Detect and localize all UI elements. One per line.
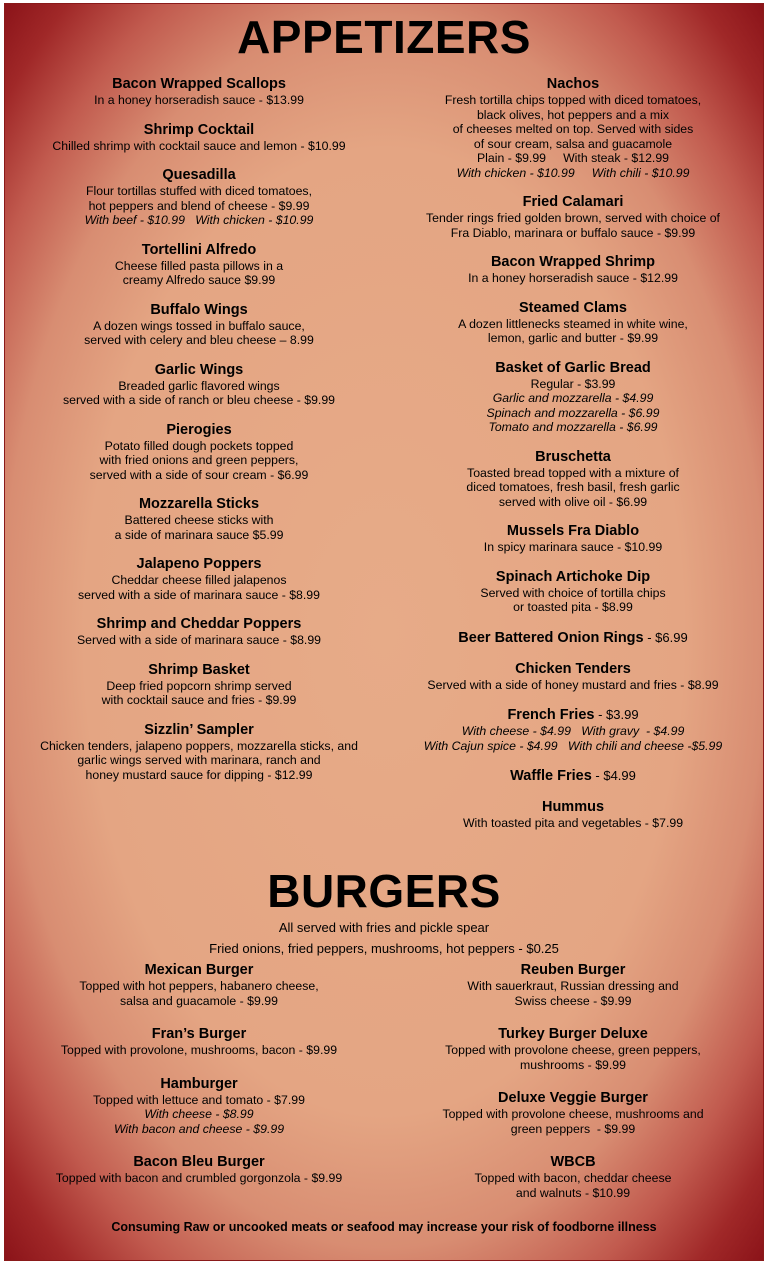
menu-item-description: Garlic and mozzarella - $4.99 (492, 391, 654, 405)
menu-item-title: Steamed Clams (519, 299, 627, 316)
menu-item (13, 722, 385, 783)
menu-item (387, 1154, 759, 1200)
menu-item-description: With beef - $10.99 With chicken - $10.99 (84, 213, 314, 227)
menu-item (13, 242, 385, 288)
menu-item-title: Bruschetta (535, 448, 611, 465)
menu-item-title: Bacon Bleu Burger (133, 1154, 265, 1170)
menu-item-title: Shrimp Basket (148, 661, 250, 678)
menu-item-name (13, 1026, 385, 1043)
menu-item-name (13, 496, 385, 513)
menu-item-description: Topped with bacon and crumbled gorgonzola - $9.99 (55, 1171, 343, 1185)
menu-item-title: WBCB (550, 1154, 596, 1170)
menu-item (387, 300, 759, 346)
menu-item (387, 706, 759, 753)
menu-item-description: with fried onions and green peppers, (99, 453, 299, 467)
menu-item-description: Deep fried popcorn shrimp served (106, 678, 292, 693)
menu-item-description: served with a side of ranch or bleu cheese - $9.99 (62, 393, 336, 407)
menu-item (13, 556, 385, 602)
menu-item-description: lemon, garlic and butter - $9.99 (487, 331, 659, 345)
menu-item-description: With toasted pita and vegetables - $7.99 (462, 816, 684, 830)
menu-item-description: served with a side of sour cream - $6.99 (89, 467, 309, 482)
menu-item-description: served with celery and bleu cheese – 8.99 (84, 333, 314, 347)
menu-item-name (387, 799, 759, 816)
menu-item-name (387, 1154, 759, 1171)
menu-item-name (387, 1090, 759, 1107)
menu-item (13, 76, 385, 108)
appetizers-right-column (387, 76, 759, 831)
menu-item-description: Topped with provolone cheese, mushrooms and (442, 1107, 704, 1121)
menu-item-name (387, 767, 759, 785)
menu-item-description: In a honey horseradish sauce - $13.99 (94, 93, 304, 107)
menu-item-name (13, 362, 385, 379)
menu-item (13, 122, 385, 154)
menu-item-name (13, 662, 385, 679)
menu-item-description: With cheese - $4.99 With gravy - $4.99 (461, 724, 685, 738)
menu-item-description: Topped with hot peppers, habanero cheese, (79, 979, 319, 993)
burgers-addons: Fried onions, fried peppers, mushrooms, hot peppers - $0.25 (209, 941, 559, 956)
menu-item-name (387, 300, 759, 317)
menu-item-title: Deluxe Veggie Burger (498, 1090, 648, 1106)
menu-item-description: of cheeses melted on top. Served with sides (452, 122, 694, 136)
menu-item-title: Buffalo Wings (150, 301, 248, 318)
menu-item-title: Turkey Burger Deluxe (498, 1026, 648, 1042)
menu-item-description: Served with a side of honey mustard and fries - $8.99 (427, 677, 719, 692)
menu-item-title: Spinach Artichoke Dip (495, 568, 651, 585)
menu-item-description: honey mustard sauce for dipping - $12.99 (85, 767, 313, 782)
menu-item-description: Served with a side of marinara sauce - $8.99 (76, 633, 322, 647)
menu-item-title: Mussels Fra Diablo (506, 523, 640, 539)
menu-item-name (13, 1154, 385, 1171)
menu-item-title: Quesadilla (162, 167, 236, 183)
menu-item-name (387, 449, 759, 466)
menu-item-title: Bacon Wrapped Scallops (112, 76, 286, 92)
burgers-right-column (387, 962, 759, 1200)
menu-item-title: Mozzarella Sticks (138, 496, 260, 512)
menu-item-name (13, 616, 385, 633)
menu-item-description: A dozen littlenecks steamed in white wine, (458, 316, 688, 331)
menu-item-name (387, 962, 759, 979)
menu-item (13, 422, 385, 483)
menu-item-title: Shrimp and Cheddar Poppers (96, 616, 302, 632)
menu-item (387, 1090, 759, 1136)
menu-item-name (387, 254, 759, 271)
menu-item-description: or toasted pita - $8.99 (513, 600, 633, 614)
menu-item-description: Chilled shrimp with cocktail sauce and lemon - $10.99 (52, 138, 346, 153)
menu-item-name (387, 194, 759, 211)
menu-item-title: Fran’s Burger (151, 1026, 247, 1042)
menu-item (13, 962, 385, 1008)
menu-item (13, 362, 385, 408)
appetizers-left-column (13, 76, 385, 782)
menu-item (13, 1154, 385, 1186)
menu-item-name (387, 569, 759, 586)
menu-item-title: Garlic Wings (154, 361, 244, 378)
menu-item-description: served with a side of marinara sauce - $8.99 (78, 587, 320, 602)
menu-item-title: Tortellini Alfredo (141, 241, 257, 258)
menu-item-name (387, 523, 759, 540)
menu-item (13, 167, 385, 228)
menu-item-title: Chicken Tenders (515, 660, 631, 677)
menu-item-title: Shrimp Cocktail (143, 121, 255, 138)
menu-item-title: Sizzlin’ Sampler (144, 721, 254, 738)
menu-item-title: Pierogies (166, 421, 232, 438)
menu-item-description: With chicken - $10.99 With chili - $10.99 (456, 165, 690, 180)
menu-item-title: Jalapeno Poppers (136, 556, 262, 572)
menu-item-price: - $3.99 (594, 707, 639, 722)
menu-item-description: of sour cream, salsa and guacamole (473, 136, 673, 151)
menu-item-description: served with olive oil - $6.99 (498, 494, 648, 509)
menu-item (13, 1026, 385, 1058)
menu-item (387, 569, 759, 615)
menu-item (13, 616, 385, 648)
menu-item (387, 1026, 759, 1072)
menu-item-title: Mexican Burger (144, 962, 254, 978)
menu-item-title: Hamburger (160, 1075, 238, 1092)
menu-item-description: Served with choice of tortilla chips (480, 585, 666, 600)
burgers-title: BURGERS (267, 865, 501, 917)
menu-item-description: a side of marinara sauce $5.99 (114, 527, 284, 542)
menu-item-description: hot peppers and blend of cheese - $9.99 (88, 198, 310, 213)
menu-item-description: Tomato and mozzarella - $6.99 (488, 420, 658, 434)
menu-item-description: Battered cheese sticks with (124, 513, 274, 527)
menu-item-description: Breaded garlic flavored wings (118, 378, 280, 393)
menu-item-description: Regular - $3.99 (530, 376, 616, 391)
menu-item-description: In spicy marinara sauce - $10.99 (483, 540, 663, 554)
menu-item-description: Cheddar cheese filled jalapenos (111, 573, 287, 587)
menu-item-description: Potato filled dough pockets topped (104, 438, 294, 453)
menu-item (13, 496, 385, 542)
menu-item (387, 661, 759, 693)
menu-item-name (13, 962, 385, 979)
menu-item-name (13, 122, 385, 139)
menu-item-description: with cocktail sauce and fries - $9.99 (101, 693, 297, 707)
burgers-left-column (13, 962, 385, 1186)
menu-item-description: Topped with provolone, mushrooms, bacon - $9.99 (60, 1043, 338, 1057)
menu-item-name (13, 422, 385, 439)
food-safety-notice: Consuming Raw or uncooked meats or seafood may increase your risk of foodborne illness (111, 1220, 657, 1234)
menu-item-title: French Fries (507, 707, 595, 723)
menu-item (387, 360, 759, 435)
menu-item-title: Basket of Garlic Bread (495, 359, 651, 376)
menu-item-description: Topped with lettuce and tomato - $7.99 (93, 1092, 305, 1107)
menu-item-title: Nachos (546, 76, 600, 92)
menu-item-name (387, 706, 759, 724)
menu-item-name (13, 76, 385, 93)
menu-item-title: Reuben Burger (520, 962, 626, 978)
menu-item-title: Bacon Wrapped Shrimp (490, 254, 656, 270)
menu-item (13, 302, 385, 348)
menu-item-name (387, 76, 759, 93)
menu-item-name (387, 661, 759, 678)
menu-item-description: With sauerkraut, Russian dressing and (467, 979, 679, 993)
menu-page (4, 3, 764, 1261)
menu-item-description: garlic wings served with marinara, ranch and (77, 753, 321, 767)
menu-item-description: salsa and guacamole - $9.99 (120, 993, 278, 1008)
menu-item-description: Topped with bacon, cheddar cheese (474, 1171, 672, 1185)
menu-item-description: Plain - $9.99 With steak - $12.99 (476, 151, 670, 165)
menu-item-name (13, 1076, 385, 1093)
menu-item-name (13, 302, 385, 319)
menu-item-description: In a honey horseradish sauce - $12.99 (468, 271, 678, 285)
menu-item-description: green peppers - $9.99 (510, 1121, 636, 1136)
menu-item-description: mushrooms - $9.99 (520, 1057, 626, 1072)
menu-item-description: With cheese - $8.99 (144, 1107, 254, 1121)
menu-item (387, 767, 759, 785)
menu-item-description: A dozen wings tossed in buffalo sauce, (93, 318, 305, 333)
menu-item (387, 254, 759, 286)
menu-item-description: Spinach and mozzarella - $6.99 (486, 405, 660, 420)
menu-item (387, 629, 759, 647)
menu-item (387, 194, 759, 240)
menu-item-name (13, 167, 385, 184)
menu-item-description: diced tomatoes, fresh basil, fresh garlic (466, 480, 680, 494)
menu-item-description: With bacon and cheese - $9.99 (113, 1121, 285, 1136)
menu-item (387, 76, 759, 180)
menu-item (13, 1076, 385, 1137)
burgers-subtitle: All served with fries and pickle spear (278, 920, 490, 935)
menu-item-description: Toasted bread topped with a mixture of (467, 465, 679, 480)
menu-item-description: Flour tortillas stuffed with diced tomatoes, (85, 184, 312, 198)
menu-item (387, 449, 759, 510)
menu-item-description: Swiss cheese - $9.99 (514, 993, 632, 1008)
menu-item-description: Cheese filled pasta pillows in a (114, 258, 284, 273)
menu-item-price: - $6.99 (643, 629, 688, 645)
menu-item-name (13, 722, 385, 739)
menu-item-description: Tender rings fried golden brown, served with choice of (426, 211, 720, 225)
menu-item-title: Beer Battered Onion Rings (458, 629, 644, 646)
menu-item-description: Fresh tortilla chips topped with diced tomatoes, (444, 93, 702, 107)
menu-item-name (13, 556, 385, 573)
menu-item (387, 962, 759, 1008)
menu-item-description: creamy Alfredo sauce $9.99 (122, 273, 276, 287)
menu-item (387, 523, 759, 555)
menu-item-price: - $4.99 (591, 768, 636, 783)
menu-item-title: Waffle Fries (510, 768, 592, 784)
menu-item-description: With Cajun spice - $4.99 With chili and cheese -$5.99 (423, 738, 723, 753)
appetizers-title: APPETIZERS (237, 11, 531, 63)
menu-item-description: Fra Diablo, marinara or buffalo sauce - $9.99 (450, 225, 696, 240)
menu-item-title: Hummus (541, 799, 605, 815)
menu-item-name (387, 629, 759, 647)
menu-item (387, 799, 759, 831)
menu-item-title: Fried Calamari (522, 194, 624, 210)
menu-item-name (13, 242, 385, 259)
menu-item-description: and walnuts - $10.99 (515, 1185, 631, 1200)
menu-item (13, 662, 385, 708)
menu-item-description: Chicken tenders, jalapeno poppers, mozzarella sticks, and (40, 738, 358, 753)
menu-item-name (387, 1026, 759, 1043)
menu-item-description: Topped with provolone cheese, green peppers, (445, 1043, 701, 1057)
menu-item-name (387, 360, 759, 377)
menu-item-description: black olives, hot peppers and a mix (476, 107, 670, 122)
